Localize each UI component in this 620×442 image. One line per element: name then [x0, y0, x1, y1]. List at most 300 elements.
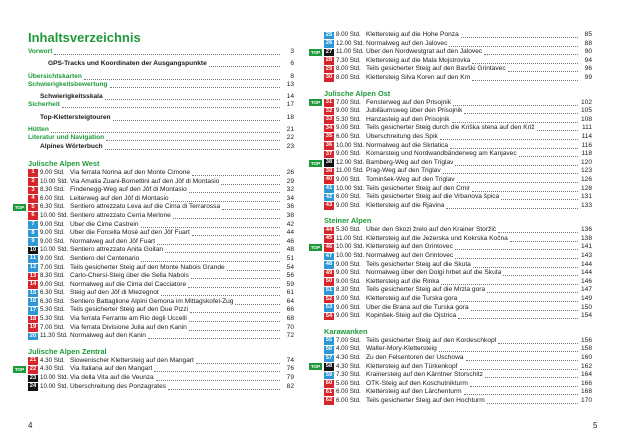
route-entry[interactable] [324, 107, 592, 116]
route-page: 96 [584, 65, 592, 73]
route-page: 74 [286, 356, 294, 364]
dot-leader [110, 83, 280, 88]
route-entry[interactable] [28, 229, 294, 238]
route-entry[interactable] [28, 324, 294, 333]
route-entry[interactable] [28, 315, 294, 324]
route-duration: 11.00 Std. [336, 167, 364, 175]
route-name: Via ferrata Divisione Julia auf den Kanin [70, 323, 187, 331]
dot-leader [519, 152, 578, 157]
route-duration: 9.00 Std. [40, 220, 65, 228]
route-page: 105 [580, 107, 592, 115]
left-column [14, 48, 294, 391]
route-number-badge: 45 [325, 235, 333, 242]
route-entry[interactable] [28, 221, 294, 230]
route-name: Teils gesicherter Steig durch die Kriška stena auf den Križ [366, 124, 535, 132]
route-duration: 10.00 Std. [336, 184, 365, 192]
route-entry[interactable] [28, 298, 294, 307]
route-duration: 8.30 Std. [336, 286, 361, 294]
toc-entry[interactable] [28, 126, 294, 134]
route-entry[interactable] [324, 226, 592, 235]
route-entry[interactable] [324, 150, 592, 159]
route-number-badge: 13 [29, 272, 37, 279]
route-name: Komarsteig und Nordwandbänderweg am Kanjavec [366, 150, 517, 158]
route-number-badge: 32 [325, 107, 333, 114]
dot-leader [189, 317, 280, 322]
route-entry[interactable] [324, 235, 592, 244]
route-entry[interactable] [310, 48, 592, 57]
route-name: Findenegg-Weg auf den Jôf di Montasio [70, 186, 187, 194]
dot-leader [449, 42, 578, 47]
route-number-badge: 14 [29, 281, 37, 288]
toc-entry-title: Vorwort [28, 48, 53, 55]
toc-entry[interactable] [28, 101, 294, 109]
route-page: 34 [286, 194, 294, 202]
route-duration: 7.00 Std. [336, 336, 361, 344]
route-number-badge: 22 [29, 365, 37, 372]
toc-entry[interactable] [28, 143, 294, 151]
route-page: 143 [580, 252, 592, 260]
route-page: 168 [580, 388, 592, 396]
route-name: Normalweg über den Dolgi hrbet auf die Skuta [366, 269, 502, 277]
route-page: 128 [580, 184, 592, 192]
route-entry[interactable] [324, 40, 592, 49]
route-entry[interactable] [28, 281, 294, 290]
route-number-badge: 39 [325, 167, 333, 174]
section-heading: Steiner Alpen [324, 216, 372, 226]
route-name: Via ferrata Norina auf den Monte Cimone [70, 168, 191, 176]
route-page: 154 [580, 312, 592, 320]
dot-leader [443, 169, 578, 174]
route-duration: 10.00 Std. [40, 374, 69, 382]
route-duration: 10.00 Std. [336, 252, 365, 260]
route-duration: 9.00 Std. [336, 201, 361, 209]
route-entry[interactable] [28, 332, 294, 341]
route-entry[interactable] [324, 286, 592, 295]
route-name: Slowenischer Klettersteig auf den Mangart [70, 356, 194, 364]
dot-leader [165, 248, 280, 253]
route-name: Jubiläumsweg über den Prisojnik [366, 107, 463, 115]
route-number-badge: 52 [325, 295, 333, 302]
route-page: 61 [286, 289, 294, 297]
route-entry[interactable] [324, 380, 592, 389]
dot-leader [473, 263, 578, 268]
page-number-left: 4 [28, 421, 33, 430]
section-heading: Julische Alpen West [28, 158, 100, 168]
route-page: 138 [580, 234, 592, 242]
route-duration: 6.00 Std. [336, 388, 361, 396]
route-number-badge: 61 [325, 388, 333, 395]
route-name: Teils gesicherter Steig auf den Due Pizzi [70, 306, 189, 314]
route-name: Tominšek-Weg auf den Triglav [366, 175, 455, 183]
route-entry[interactable] [324, 142, 592, 151]
route-number-badge: 51 [325, 286, 333, 293]
route-number-badge: 58 [325, 363, 333, 370]
dot-leader [148, 334, 280, 339]
route-entry[interactable] [310, 243, 592, 252]
route-name: Normalweg auf den Jôf Fuart [70, 237, 156, 245]
route-name: ÖTK-Steig auf den Koschutnikturm [366, 379, 468, 387]
route-page: 54 [286, 263, 294, 271]
route-entry[interactable] [310, 362, 592, 372]
route-number-badge: 24 [29, 383, 37, 390]
route-entry[interactable] [324, 133, 592, 142]
dot-leader [503, 271, 578, 276]
route-page: 102 [580, 98, 592, 106]
route-name: Sentiero attrezzato Anita Goitan [70, 246, 164, 254]
route-duration: 6.30 Std. [40, 289, 65, 297]
route-entry[interactable] [324, 354, 592, 363]
route-duration: 4.30 Std. [40, 356, 65, 364]
dot-leader [171, 197, 280, 202]
route-name: Klettersteig auf die Rjavina [366, 201, 445, 209]
right-page [310, 0, 620, 442]
toc-entry-title: Hütten [28, 126, 49, 134]
dot-leader [498, 339, 578, 344]
toc-entry[interactable] [28, 48, 294, 56]
route-name: Teils gesicherter Steig auf den Kordeschkopf [366, 336, 497, 344]
dot-leader [498, 228, 578, 233]
route-number-badge: 20 [29, 332, 37, 339]
route-entry[interactable] [28, 195, 294, 204]
route-entry[interactable] [28, 272, 294, 281]
route-name: Kopinšek-Steig auf die Ojstrica [366, 312, 457, 320]
toc-entry[interactable] [28, 73, 294, 81]
dot-leader [466, 356, 579, 361]
route-duration: 12.00 Std. [336, 39, 365, 47]
toc-entry-page: 23 [286, 142, 294, 150]
route-entry[interactable] [324, 397, 592, 406]
route-name: Klettersteig auf die Jezerska und Kokrska Kočna [366, 234, 508, 242]
dot-leader [440, 135, 578, 140]
toc-entry-page: 17 [286, 101, 294, 109]
route-number-badge: 57 [325, 354, 333, 361]
route-entry[interactable] [28, 178, 294, 187]
route-number-badge: 47 [325, 252, 333, 259]
section-heading: Julische Alpen Zentral [28, 346, 107, 356]
route-duration: 11.00 Std. [336, 48, 364, 56]
route-entry[interactable] [324, 57, 592, 66]
route-number-badge: 9 [28, 238, 38, 246]
route-name: Via ferrata Ferrante am Rio degli Uccelli [70, 315, 187, 323]
dot-leader [452, 118, 578, 123]
route-duration: 12.00 Std. [336, 158, 365, 166]
route-duration: 9.00 Std. [336, 124, 361, 132]
route-number-badge: 4 [28, 195, 38, 203]
dot-leader [62, 103, 280, 108]
route-page: 76 [286, 365, 294, 373]
route-entry[interactable] [324, 371, 592, 380]
toc-entry-title: Sicherheit [28, 101, 60, 109]
dot-leader [510, 237, 578, 242]
route-entry[interactable] [324, 312, 592, 321]
route-entry[interactable] [324, 193, 592, 202]
route-duration: 10.00 Std. [40, 382, 69, 390]
dot-leader [192, 171, 280, 176]
route-name: Via Italiana auf den Mangart [70, 365, 153, 373]
route-entry[interactable] [324, 261, 592, 270]
toc-entry-title: Schwierigkeitsskala [40, 93, 103, 101]
route-entry[interactable] [324, 176, 592, 185]
page-number-right: 5 [593, 421, 598, 430]
route-number-badge: 29 [325, 65, 333, 72]
route-duration: 6.00 Std. [336, 193, 361, 201]
route-name: Normalweg auf den Jalovec [366, 39, 448, 47]
route-page: 146 [580, 277, 592, 285]
route-duration: 8.30 Std. [40, 186, 65, 194]
route-entry[interactable] [28, 246, 294, 255]
dot-leader [464, 390, 578, 395]
route-duration: 10.00 Std. [40, 246, 69, 254]
dot-leader [221, 180, 280, 185]
route-page: 114 [581, 132, 592, 140]
route-entry[interactable] [324, 345, 592, 354]
route-page: 88 [584, 39, 592, 47]
route-duration: 9.00 Std. [336, 269, 361, 277]
route-duration: 6.00 Std. [336, 396, 361, 404]
route-entry[interactable] [324, 185, 592, 194]
route-number-badge: 33 [325, 116, 333, 123]
route-duration: 9.00 Std. [336, 277, 361, 285]
route-name: Sentiero attrezzato Leva auf die Cima di Terrarossa [70, 203, 221, 211]
route-entry[interactable] [324, 269, 592, 278]
route-entry[interactable] [324, 31, 592, 40]
route-page: 156 [580, 336, 592, 344]
route-page: 94 [584, 56, 592, 64]
route-page: 72 [286, 332, 294, 340]
route-name: Teils gesicherter Steig auf die Skuta [366, 260, 471, 268]
route-number-badge: 27 [325, 48, 333, 55]
route-page: 149 [580, 295, 592, 303]
route-page: 164 [580, 371, 592, 379]
route-duration: 9.00 Std. [40, 229, 65, 237]
route-duration: 9.00 Std. [40, 168, 65, 176]
route-entry[interactable] [28, 289, 294, 298]
route-page: 64 [286, 297, 294, 305]
route-entry[interactable] [28, 383, 294, 392]
route-number-badge: 21 [29, 357, 37, 364]
route-page: 116 [581, 141, 592, 149]
route-duration: 7.30 Std. [336, 371, 361, 379]
route-number-badge: 28 [325, 57, 333, 64]
route-entry[interactable] [324, 74, 592, 83]
route-entry[interactable] [324, 304, 592, 313]
route-duration: 5.30 Std. [336, 226, 361, 234]
route-name: Normalweg auf die Škrlatica [366, 141, 449, 149]
route-number-badge: 17 [29, 306, 37, 313]
route-name: Teils gesicherter Steig auf den Cmir [366, 184, 471, 192]
dot-leader [446, 204, 578, 209]
route-entry[interactable] [324, 295, 592, 304]
route-name: Via della Vita auf die Veunza [70, 374, 154, 382]
route-name: Carlo-Chersi-Steig über die Sella Nabois [70, 272, 189, 280]
route-duration: 8.00 Std. [336, 31, 361, 38]
dot-leader [113, 116, 280, 121]
section-heading: Karawanken [324, 326, 368, 336]
toc-entry[interactable] [28, 60, 294, 68]
route-entry[interactable] [324, 337, 592, 346]
route-duration: 7.00 Std. [40, 323, 65, 331]
route-page: 111 [581, 124, 592, 132]
route-page: 29 [286, 177, 294, 185]
dot-leader [156, 376, 280, 381]
route-number-badge: 10 [29, 246, 37, 253]
route-name: Über die Forcella Mosè auf den Jôf Fuart [70, 229, 190, 237]
route-duration: 9.00 Std. [40, 280, 65, 288]
dot-leader [484, 50, 578, 55]
dot-leader [464, 109, 578, 114]
dot-leader [141, 223, 280, 228]
section-heading: Julische Alpen Ost [324, 88, 391, 98]
route-name: Steig auf den Jôf di Miezegnot [70, 289, 159, 297]
toc-entry-title: Literatur und Navigation [28, 134, 105, 142]
route-number-badge: 42 [325, 193, 333, 200]
route-duration: 7.00 Std. [40, 263, 65, 271]
route-duration: 6.30 Std. [40, 203, 65, 211]
route-number-badge: 48 [325, 261, 333, 268]
route-number-badge: 60 [325, 380, 333, 387]
top-badge: TOP [14, 205, 25, 211]
route-entry[interactable] [324, 124, 592, 133]
route-name: Prag-Weg auf den Triglav [366, 167, 441, 175]
dot-leader [154, 367, 280, 372]
route-page: 141 [580, 243, 592, 251]
dot-leader [168, 385, 280, 390]
route-duration: 6.30 Std. [40, 297, 65, 305]
route-page: 36 [286, 203, 294, 211]
dot-leader [51, 128, 280, 133]
toc-entry[interactable] [28, 93, 294, 101]
dot-leader [450, 144, 578, 149]
route-entry[interactable] [14, 203, 294, 212]
dot-leader [461, 33, 578, 38]
route-entry[interactable] [324, 202, 592, 211]
route-number-badge: 23 [29, 374, 37, 381]
route-number-badge: 38 [325, 159, 333, 166]
route-duration: 4.30 Std. [336, 354, 361, 361]
route-name: Klettersteig auf die Mala Mojstrovka [366, 56, 471, 64]
route-number-badge: 46 [325, 243, 333, 250]
route-entry[interactable] [310, 158, 592, 168]
dot-leader [188, 283, 280, 288]
dot-leader [54, 50, 280, 55]
route-duration: 8.00 Std. [336, 65, 361, 73]
dot-leader [487, 288, 578, 293]
route-duration: 7.30 Std. [336, 56, 361, 64]
route-page: 144 [580, 269, 592, 277]
route-number-badge: 56 [325, 345, 333, 352]
route-entry[interactable] [324, 65, 592, 74]
route-entry[interactable] [310, 98, 592, 108]
route-page: 158 [580, 345, 592, 353]
route-number-badge: 54 [325, 312, 333, 319]
route-name: Klettersteig Silva Koren auf den Krn [366, 73, 471, 81]
dot-leader [537, 126, 578, 131]
dot-leader [501, 195, 578, 200]
dot-leader [472, 76, 578, 81]
route-name: Über den Skozi žrelo auf den Krainer Storžič [366, 226, 497, 234]
route-entry[interactable] [28, 374, 294, 383]
dot-leader [485, 373, 578, 378]
dot-leader [439, 347, 578, 352]
route-entry[interactable] [324, 278, 592, 287]
route-name: Normalweg auf die Cima del Cacciatore [70, 280, 187, 288]
toc-entry[interactable] [28, 81, 294, 89]
route-name: Walter-Mory-Klettersteig [366, 345, 437, 353]
route-page: 99 [584, 73, 592, 81]
route-name: Teils gesicherter Steig auf die Vrbanova špica [366, 193, 500, 201]
route-entry[interactable] [324, 167, 592, 176]
route-number-badge: 34 [325, 124, 333, 131]
route-entry[interactable] [28, 357, 294, 366]
route-number-badge: 41 [325, 185, 333, 191]
route-duration: 10.00 Std. [40, 177, 69, 185]
dot-leader [209, 62, 280, 67]
dot-leader [472, 187, 578, 192]
route-entry[interactable] [28, 169, 294, 178]
route-number-badge: 36 [325, 142, 333, 149]
route-duration: 9.00 Std. [336, 150, 361, 158]
route-name: Sentiero attrezzato Cerria Merlone [70, 211, 171, 219]
route-number-badge: 44 [325, 226, 333, 233]
route-entry[interactable] [14, 365, 294, 374]
route-name: Sentiero Battaglione Alpini Gemona im Mittagskofel-Zug [70, 297, 234, 305]
right-column [310, 31, 592, 406]
route-name: Über die Cime Castrein [70, 220, 139, 228]
route-entry[interactable] [28, 255, 294, 264]
route-page: 42 [286, 220, 294, 228]
route-number-badge: 11 [29, 255, 37, 262]
route-entry[interactable] [324, 252, 592, 261]
toc-entry-title: Schwierigkeitsbewertung [28, 80, 108, 88]
route-entry[interactable] [28, 212, 294, 221]
route-number-badge: 31 [325, 99, 333, 106]
route-page: 133 [580, 201, 592, 209]
route-name: Über die Brana auf die Turska gora [366, 303, 469, 311]
top-badge: TOP [310, 100, 321, 106]
route-duration: 11.00 Std. [336, 234, 364, 242]
toc-entry[interactable] [28, 114, 294, 122]
route-entry[interactable] [28, 186, 294, 195]
route-name: Sentiero del Centenario [70, 254, 140, 262]
route-duration: 6.00 Std. [40, 194, 65, 202]
route-page: 85 [584, 31, 592, 38]
route-name: Klettersteig auf den Lärchenturm [366, 388, 462, 396]
route-number-badge: 7 [28, 221, 38, 229]
route-number-badge: 3 [28, 187, 38, 195]
toc-entry-page: 3 [290, 48, 294, 55]
toc-entry[interactable] [28, 134, 294, 142]
route-page: 147 [580, 286, 592, 294]
route-entry[interactable] [324, 388, 592, 397]
route-entry[interactable] [28, 306, 294, 315]
dot-leader [141, 257, 280, 262]
toc-entry-title: Top-Klettersteigtouren [40, 113, 111, 121]
route-entry[interactable] [28, 264, 294, 273]
dot-leader [453, 101, 578, 106]
route-entry[interactable] [324, 116, 592, 125]
dot-leader [84, 75, 280, 80]
toc-entry-page: 22 [286, 134, 294, 142]
route-name: Überschreitung des Ponzagrates [70, 382, 167, 390]
route-entry[interactable] [28, 238, 294, 247]
route-name: Leiterweg auf den Jôf di Montasio [70, 194, 169, 202]
route-duration: 6.00 Std. [336, 132, 361, 140]
dot-leader [487, 399, 578, 404]
route-duration: 5.30 Std. [40, 306, 65, 314]
route-page: 59 [286, 280, 294, 288]
route-page: 38 [286, 211, 294, 219]
top-badge: TOP [310, 49, 321, 55]
